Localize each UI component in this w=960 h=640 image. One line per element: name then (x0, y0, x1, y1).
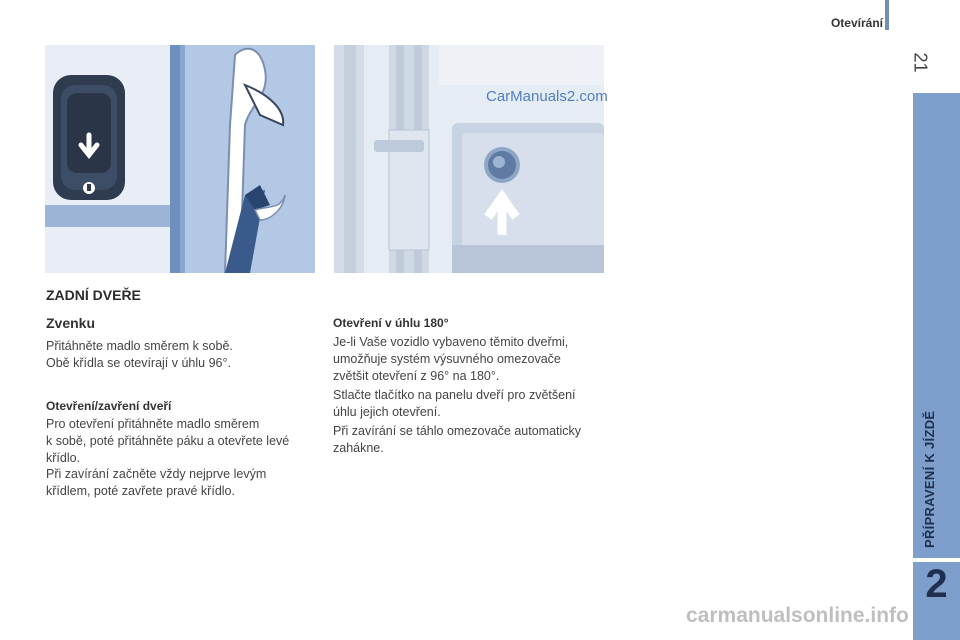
page-number: 21 (910, 52, 931, 73)
chapter-number: 2 (925, 562, 948, 606)
intro-line: Obě křídla se otevírají v úhlu 96°. (46, 356, 231, 370)
angle-heading: Otevření v úhlu 180° (333, 316, 449, 330)
text-line: zahákne. (333, 441, 384, 455)
page-header-title: Otevírání (830, 16, 883, 30)
text-line: křídlo. (46, 451, 81, 465)
door-button-illustration (334, 45, 604, 273)
door-handle-icon (45, 45, 315, 273)
watermark-top: CarManuals2.com (486, 88, 608, 105)
text-line: křídlem, poté zavřete pravé křídlo. (46, 484, 235, 498)
text-line: Při zavírání se táhlo omezovače automaticky (333, 424, 582, 438)
angle-text-1 (333, 334, 568, 385)
header-rule (885, 0, 889, 30)
text-line: umožňuje systém výsuvného omezovače (333, 352, 561, 366)
angle-text-3 (333, 423, 581, 457)
text-line: Stlačte tlačítko na panelu dveří pro zvětšení (333, 388, 576, 402)
open-close-heading: Otevření/zavření dveří (46, 399, 172, 413)
angle-text-2 (333, 387, 576, 421)
text-line: úhlu jejich otevření. (333, 405, 441, 419)
open-close-text-2 (46, 466, 266, 500)
chapter-title: PŘÍPRAVENÍ K JÍZDĚ (922, 410, 937, 548)
door-handle-illustration (45, 45, 315, 273)
open-close-text-1 (46, 416, 289, 467)
subheading-outside: Zvenku (46, 315, 96, 331)
text-line: Při zavírání začněte vždy nejprve levým (46, 467, 267, 481)
watermark-bottom: carmanualsonline.info (686, 604, 909, 627)
section-heading: ZADNÍ DVEŘE (46, 287, 141, 303)
intro-line: Přitáhněte madlo směrem k sobě. (46, 339, 233, 353)
text-line: zvětšit otevření z 96° na 180°. (333, 369, 500, 383)
door-button-icon (334, 45, 604, 273)
intro-text (46, 338, 233, 372)
text-line: k sobě, poté přitáhněte páku a otevřete levé (46, 434, 290, 448)
text-line: Pro otevření přitáhněte madlo směrem (46, 417, 260, 431)
text-line: Je-li Vaše vozidlo vybaveno těmito dveřmi, (333, 335, 569, 349)
